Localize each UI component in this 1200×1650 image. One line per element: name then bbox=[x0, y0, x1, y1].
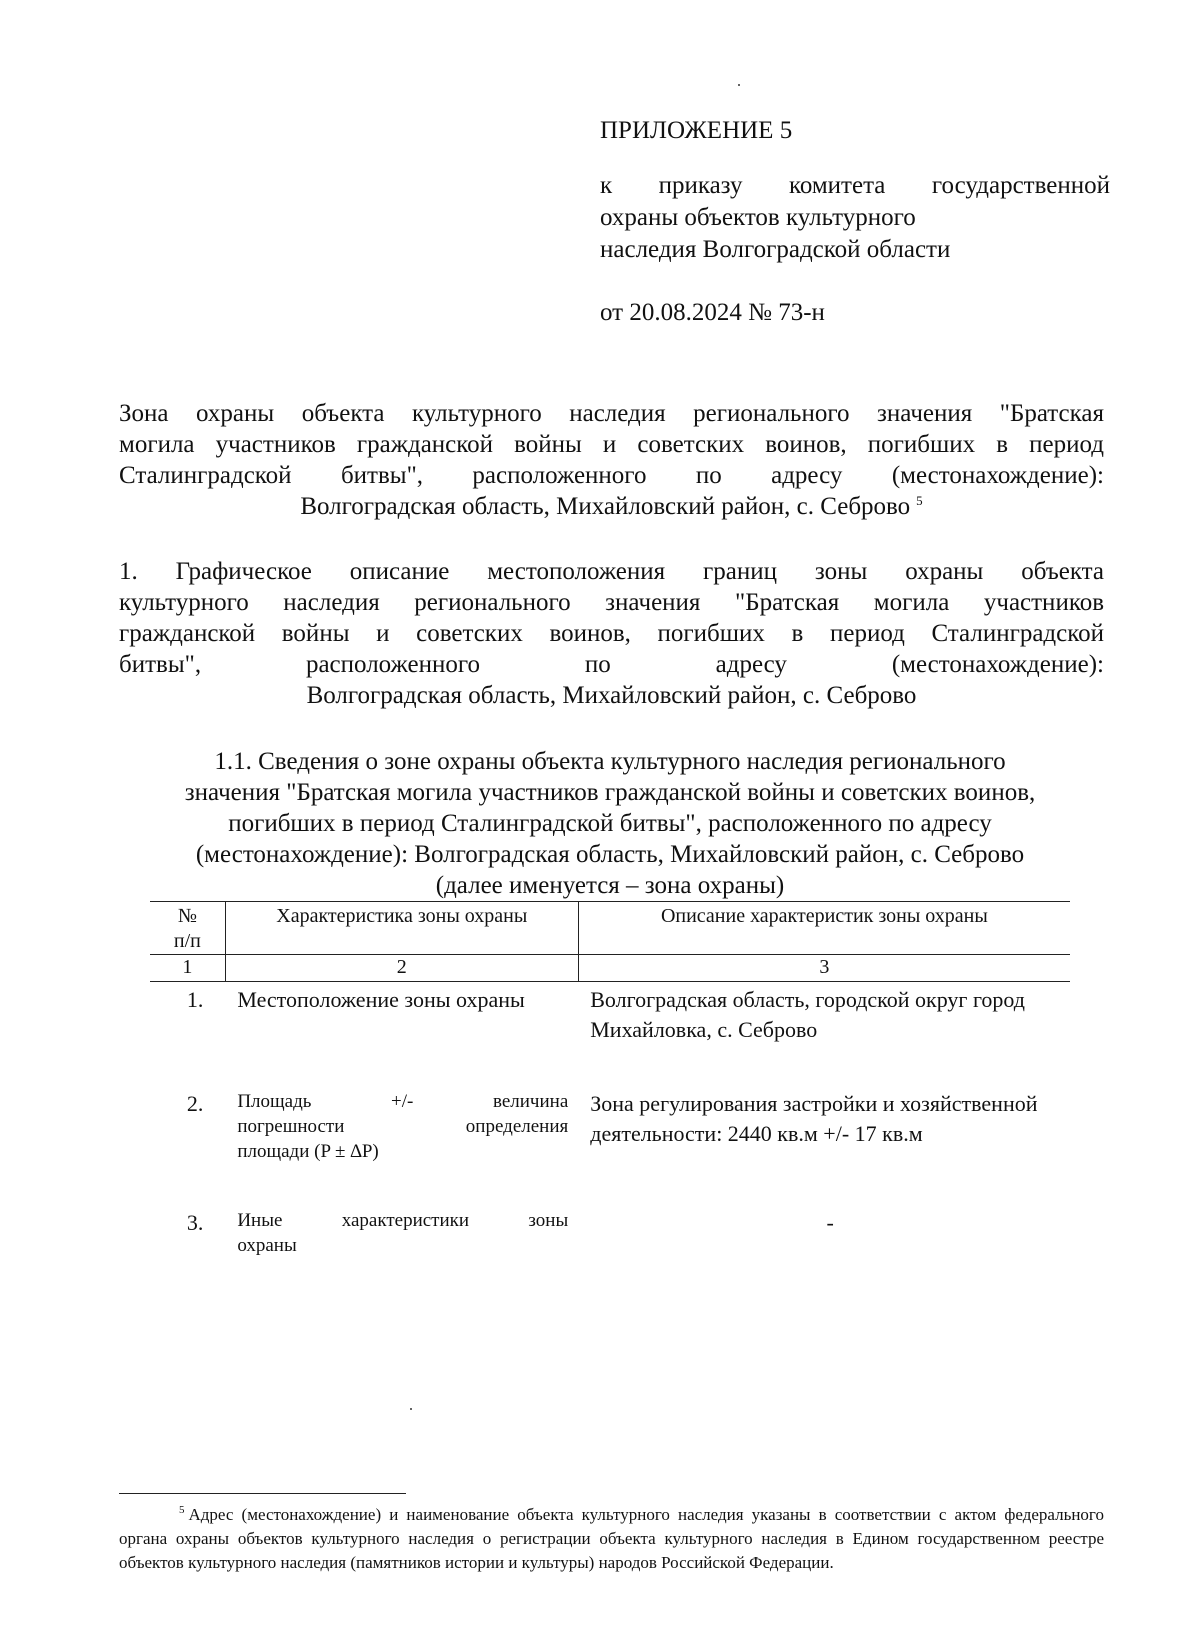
table-row bbox=[150, 1086, 1070, 1164]
section-1-line: битвы", расположенного по адресу (местонахождение): bbox=[119, 651, 1104, 678]
subsection-line: (далее именуется – зона охраны) bbox=[435, 872, 785, 899]
section-1-line: гражданской войны и советских воинов, погибших в период Сталинградской bbox=[119, 620, 1104, 647]
appendix-header bbox=[600, 115, 1110, 147]
table-row bbox=[150, 982, 1070, 1046]
header-description: Описание характеристик зоны охраны bbox=[578, 902, 1070, 955]
header-number bbox=[150, 902, 225, 955]
zone-title-line: Сталинградской битвы", расположенного по адресу (местонахождение): bbox=[119, 462, 1104, 489]
header-number-symbol: № bbox=[177, 905, 197, 927]
scan-speck bbox=[738, 84, 740, 86]
scan-speck bbox=[410, 1408, 412, 1410]
row-characteristic-line: Иные характеристики зоны bbox=[237, 1210, 569, 1231]
zone-title-address: Волгоградская область, Михайловский район, с. Себрово bbox=[300, 493, 911, 520]
section-1-line: Волгоградская область, Михайловский район, с. Себрово bbox=[306, 682, 917, 709]
table-header-row bbox=[150, 902, 1070, 955]
column-number: 3 bbox=[578, 955, 1070, 982]
column-number: 2 bbox=[225, 955, 578, 982]
appendix-reference-line: охраны объектов культурного bbox=[600, 204, 916, 231]
zone-title bbox=[119, 398, 1104, 522]
header-characteristic: Характеристика зоны охраны bbox=[225, 902, 578, 955]
section-1 bbox=[119, 556, 1104, 711]
zone-title-line: Зона охраны объекта культурного наследия регионального значения "Братская bbox=[119, 400, 1104, 427]
row-spacer bbox=[150, 1045, 1070, 1086]
subsection-line: 1.1. Сведения о зоне охраны объекта культурного наследия регионального bbox=[214, 748, 1006, 775]
zone-info-table bbox=[150, 901, 1070, 1258]
column-number: 1 bbox=[150, 955, 225, 982]
row-description bbox=[578, 1086, 1070, 1164]
appendix-title: ПРИЛОЖЕНИЕ 5 bbox=[600, 117, 793, 144]
footnote-divider bbox=[119, 1493, 406, 1494]
zone-title-line bbox=[119, 491, 1104, 522]
row-description-line: Волгоградская область, городской округ город bbox=[590, 987, 1025, 1012]
row-description-line: Михайловка, с. Себрово bbox=[590, 1017, 818, 1042]
footnote-reference[interactable]: 5 bbox=[916, 492, 923, 508]
row-description: - bbox=[826, 1210, 834, 1235]
row-characteristic bbox=[225, 1205, 578, 1258]
footnote bbox=[119, 1503, 1104, 1575]
row-characteristic bbox=[225, 1086, 578, 1164]
row-number: 3. bbox=[186, 1210, 204, 1235]
row-spacer bbox=[150, 1164, 1070, 1205]
row-characteristic: Местоположение зоны охраны bbox=[237, 987, 525, 1012]
row-description-line: Зона регулирования застройки и хозяйственной bbox=[590, 1091, 1038, 1116]
row-number: 2. bbox=[186, 1091, 204, 1116]
footnote-marker: 5 bbox=[179, 1504, 185, 1517]
row-characteristic-line: охраны bbox=[237, 1235, 297, 1256]
row-number: 1. bbox=[186, 987, 204, 1012]
appendix-reference-line: к приказу комитета государственной bbox=[600, 172, 1110, 199]
subsection-line: значения "Братская могила участников гражданской войны и советских воинов, bbox=[184, 779, 1036, 806]
table-column-numbers-row bbox=[150, 955, 1070, 982]
row-description-line: деятельности: 2440 кв.м +/- 17 кв.м bbox=[590, 1121, 923, 1146]
subsection-line: (местонахождение): Волгоградская область, Михайловский район, с. Себрово bbox=[195, 841, 1025, 868]
subsection-line: погибших в период Сталинградской битвы", расположенного по адресу bbox=[228, 810, 992, 837]
table-row bbox=[150, 1205, 1070, 1258]
subsection-1-1 bbox=[130, 746, 1090, 901]
section-1-line: 1. Графическое описание местоположения границ зоны охраны объекта bbox=[119, 558, 1104, 585]
appendix-reference bbox=[600, 170, 1110, 266]
row-description bbox=[578, 982, 1070, 1046]
section-1-line: культурного наследия регионального значения "Братская могила участников bbox=[119, 589, 1104, 616]
order-date: от 20.08.2024 № 73-н bbox=[600, 299, 825, 326]
header-number-abbr: п/п bbox=[173, 930, 201, 952]
appendix-reference-line: наследия Волгоградской области bbox=[600, 236, 951, 263]
footnote-text: Адрес (местонахождение) и наименование объекта культурного наследия указаны в соответствии с актом федерального органа охраны объектов культурного наследия о регистрации объекта культурного наследия в Едином государственном реестре объектов культурного наследия (памятников истории и культуры) народов Российской Федерации. bbox=[119, 1505, 1104, 1572]
row-characteristic-line: площади (P ± ∆P) bbox=[237, 1141, 379, 1162]
row-characteristic-line: Площадь +/- величина bbox=[237, 1091, 569, 1112]
row-characteristic-line: погрешности определения bbox=[237, 1116, 569, 1137]
zone-title-line: могила участников гражданской войны и советских воинов, погибших в период bbox=[119, 431, 1104, 458]
